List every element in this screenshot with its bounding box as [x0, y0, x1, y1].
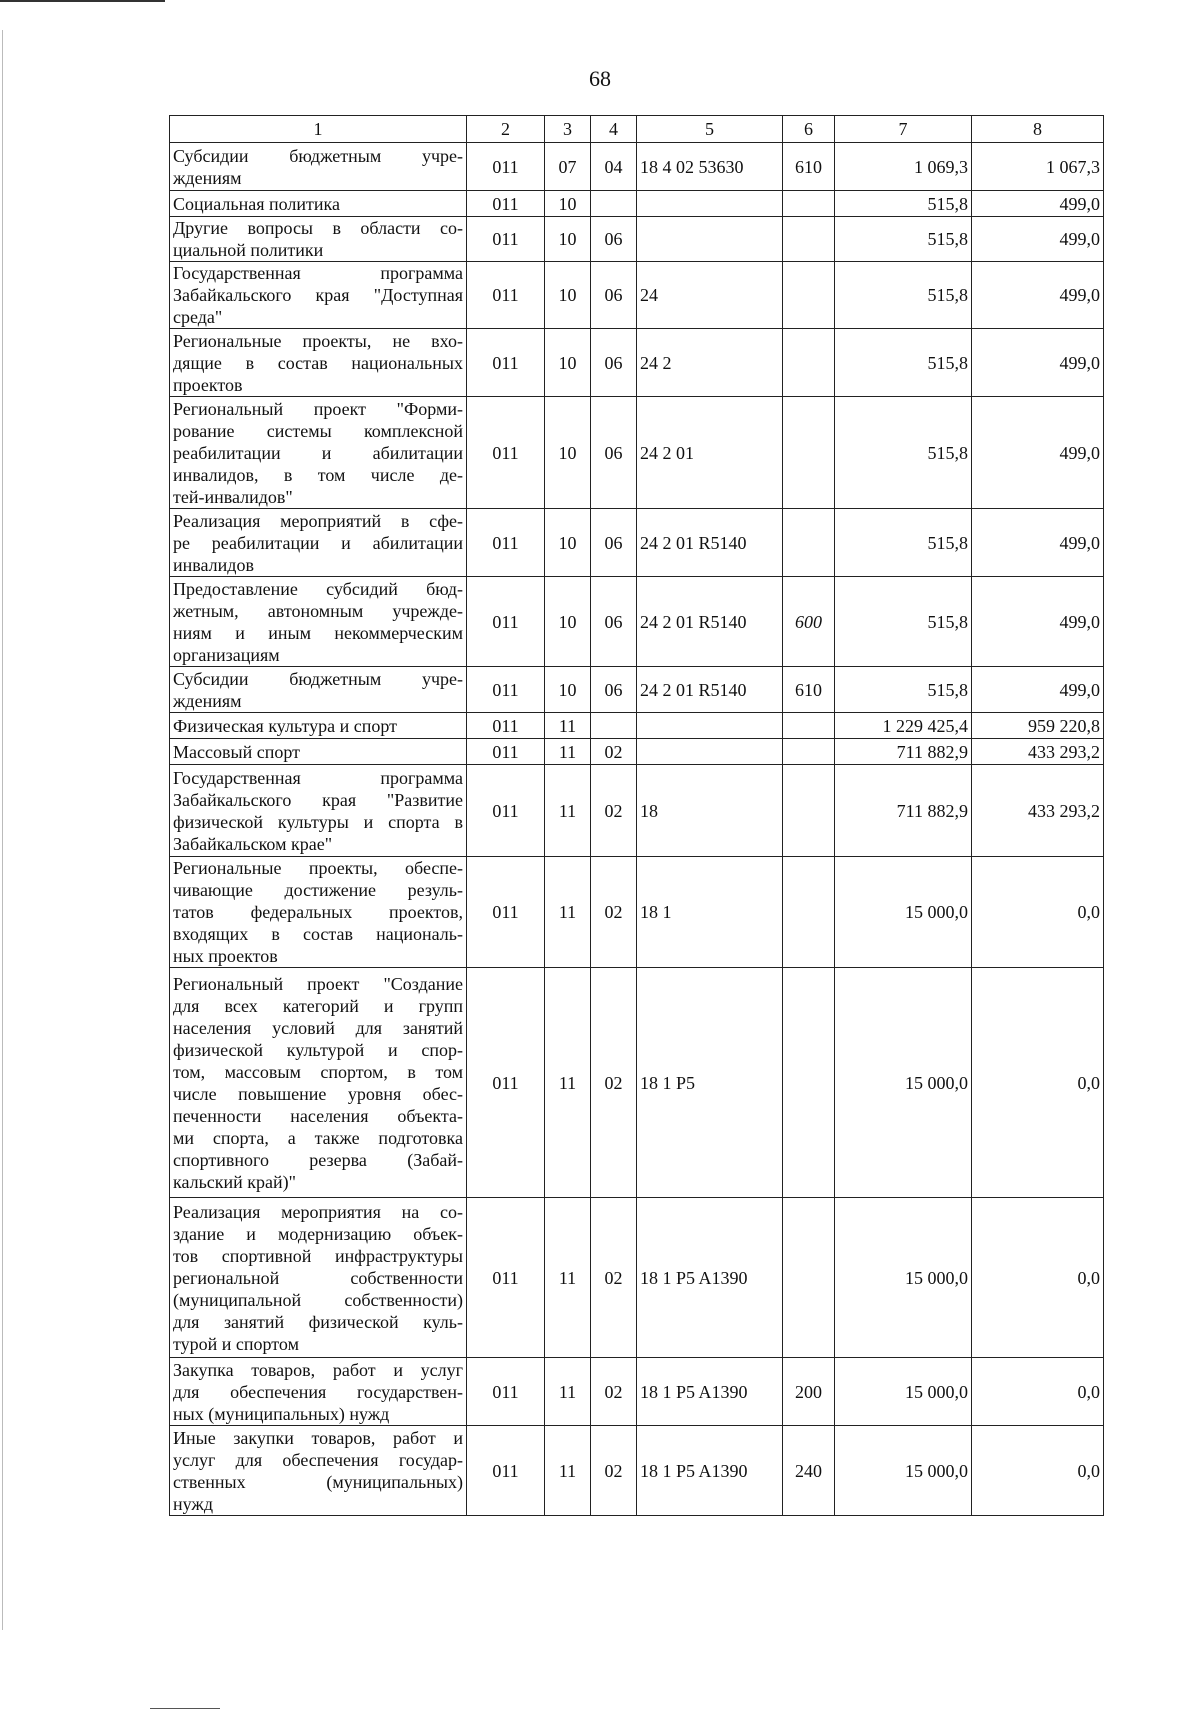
row-expense-type	[783, 968, 835, 1198]
row-amount-col7: 711 882,9	[835, 739, 972, 765]
row-amount-col8: 499,0	[972, 262, 1104, 329]
row-section: 11	[545, 765, 591, 857]
row-amount-col8: 499,0	[972, 397, 1104, 509]
row-amount-col8: 0,0	[972, 857, 1104, 968]
bottom-edge-rule	[150, 1708, 220, 1709]
row-target-article: 18 1	[637, 857, 783, 968]
header-col-2: 2	[467, 116, 545, 143]
row-amount-col8: 499,0	[972, 667, 1104, 713]
row-amount-col7: 515,8	[835, 397, 972, 509]
row-subsection: 06	[591, 262, 637, 329]
row-amount-col7: 515,8	[835, 577, 972, 667]
row-ministry-code: 011	[467, 577, 545, 667]
header-col-8: 8	[972, 116, 1104, 143]
row-amount-col8: 1 067,3	[972, 143, 1104, 191]
row-subsection: 06	[591, 667, 637, 713]
row-expense-type	[783, 857, 835, 968]
row-amount-col8: 0,0	[972, 1358, 1104, 1426]
row-amount-col8: 499,0	[972, 509, 1104, 577]
row-section: 11	[545, 1358, 591, 1426]
row-subsection: 06	[591, 509, 637, 577]
row-section: 11	[545, 968, 591, 1198]
budget-table	[169, 115, 1104, 1516]
row-amount-col8: 433 293,2	[972, 739, 1104, 765]
row-subsection: 04	[591, 143, 637, 191]
row-section: 10	[545, 667, 591, 713]
table-row	[170, 667, 1104, 713]
top-edge-rule	[0, 0, 165, 2]
row-section: 11	[545, 1198, 591, 1358]
row-target-article	[637, 713, 783, 739]
row-name: Региональные проекты, обеспе- чивающие достижение резуль- татов федеральных проектов, входящих в состав националь- ных проектов	[170, 857, 467, 968]
row-amount-col8: 499,0	[972, 191, 1104, 217]
row-target-article: 24 2 01 R5140	[637, 509, 783, 577]
row-subsection: 02	[591, 739, 637, 765]
row-target-article: 24	[637, 262, 783, 329]
row-name: Социальная политика	[170, 191, 467, 217]
row-amount-col8: 499,0	[972, 577, 1104, 667]
row-amount-col8: 0,0	[972, 968, 1104, 1198]
row-subsection: 02	[591, 765, 637, 857]
header-col-7: 7	[835, 116, 972, 143]
row-expense-type	[783, 1198, 835, 1358]
row-expense-type: 200	[783, 1358, 835, 1426]
table-row	[170, 713, 1104, 739]
table-body	[170, 116, 1104, 1516]
row-amount-col7: 15 000,0	[835, 1198, 972, 1358]
header-row	[170, 116, 1104, 143]
row-target-article: 24 2	[637, 329, 783, 397]
row-subsection: 06	[591, 577, 637, 667]
header-col-3: 3	[545, 116, 591, 143]
row-expense-type: 240	[783, 1426, 835, 1516]
row-name: Иные закупки товаров, работ и услуг для обеспечения государ- ственных (муниципальных) нужд	[170, 1426, 467, 1516]
row-amount-col8: 0,0	[972, 1426, 1104, 1516]
row-expense-type	[783, 509, 835, 577]
row-target-article: 18 1 P5 A1390	[637, 1426, 783, 1516]
row-amount-col8: 499,0	[972, 217, 1104, 262]
row-amount-col8: 959 220,8	[972, 713, 1104, 739]
row-expense-type	[783, 191, 835, 217]
row-expense-type	[783, 397, 835, 509]
row-target-article	[637, 739, 783, 765]
row-expense-type: 600	[783, 577, 835, 667]
table-row	[170, 143, 1104, 191]
row-name: Региональный проект "Форми- рование системы комплексной реабилитации и абилитации инвалидов, в том числе де- тей-инвалидов"	[170, 397, 467, 509]
row-target-article	[637, 217, 783, 262]
row-amount-col7: 515,8	[835, 262, 972, 329]
row-target-article: 18 1 P5 A1390	[637, 1358, 783, 1426]
row-amount-col7: 711 882,9	[835, 765, 972, 857]
row-name: Субсидии бюджетным учре- ждениям	[170, 667, 467, 713]
row-ministry-code: 011	[467, 739, 545, 765]
row-subsection: 02	[591, 857, 637, 968]
row-section: 10	[545, 509, 591, 577]
row-name: Предоставление субсидий бюд- жетным, автономным учрежде- ниям и иным некоммерческим организациям	[170, 577, 467, 667]
table-row	[170, 262, 1104, 329]
header-col-6: 6	[783, 116, 835, 143]
table-row	[170, 1426, 1104, 1516]
row-subsection: 02	[591, 968, 637, 1198]
table-row	[170, 329, 1104, 397]
row-ministry-code: 011	[467, 713, 545, 739]
row-ministry-code: 011	[467, 1358, 545, 1426]
row-ministry-code: 011	[467, 1426, 545, 1516]
table-row	[170, 191, 1104, 217]
row-target-article: 18 1 P5 A1390	[637, 1198, 783, 1358]
row-name: Региональный проект "Создание для всех категорий и групп населения условий для занятий физической культурой и спор- том, массовым спортом, в том числе повышение уровня обес- печенности населения объекта- ми спорта, а также подготовка спортивного резерва (Забай- кальский край)"	[170, 968, 467, 1198]
row-ministry-code: 011	[467, 143, 545, 191]
row-section: 11	[545, 1426, 591, 1516]
row-amount-col8: 0,0	[972, 1198, 1104, 1358]
page-number: 68	[589, 66, 611, 91]
row-amount-col7: 1 229 425,4	[835, 713, 972, 739]
row-section: 11	[545, 857, 591, 968]
row-amount-col7: 515,8	[835, 509, 972, 577]
row-subsection	[591, 191, 637, 217]
row-name: Государственная программа Забайкальского края "Доступная среда"	[170, 262, 467, 329]
row-amount-col8: 499,0	[972, 329, 1104, 397]
row-amount-col7: 515,8	[835, 191, 972, 217]
row-expense-type: 610	[783, 143, 835, 191]
row-section: 11	[545, 713, 591, 739]
table-row	[170, 857, 1104, 968]
row-subsection	[591, 713, 637, 739]
table-row	[170, 217, 1104, 262]
row-subsection: 06	[591, 217, 637, 262]
table-row	[170, 765, 1104, 857]
row-name: Массовый спорт	[170, 739, 467, 765]
row-subsection: 06	[591, 397, 637, 509]
row-expense-type	[783, 739, 835, 765]
row-amount-col7: 15 000,0	[835, 968, 972, 1198]
table-row	[170, 739, 1104, 765]
row-target-article: 18	[637, 765, 783, 857]
row-expense-type	[783, 217, 835, 262]
row-ministry-code: 011	[467, 968, 545, 1198]
row-ministry-code: 011	[467, 1198, 545, 1358]
table-row	[170, 1198, 1104, 1358]
row-target-article: 24 2 01	[637, 397, 783, 509]
row-expense-type	[783, 329, 835, 397]
row-name: Региональные проекты, не вхо- дящие в состав национальных проектов	[170, 329, 467, 397]
row-name: Другие вопросы в области со- циальной политики	[170, 217, 467, 262]
table-row	[170, 577, 1104, 667]
table-row	[170, 1358, 1104, 1426]
row-section: 10	[545, 577, 591, 667]
row-ministry-code: 011	[467, 765, 545, 857]
row-ministry-code: 011	[467, 509, 545, 577]
row-ministry-code: 011	[467, 397, 545, 509]
row-ministry-code: 011	[467, 217, 545, 262]
row-amount-col7: 515,8	[835, 329, 972, 397]
row-name: Физическая культура и спорт	[170, 713, 467, 739]
row-section: 11	[545, 739, 591, 765]
row-amount-col7: 515,8	[835, 667, 972, 713]
header-col-5: 5	[637, 116, 783, 143]
row-name: Реализация мероприятия на со- здание и модернизацию объек- тов спортивной инфраструктуры региональной собственности (муниципальной собственности) для занятий физической куль- турой и спортом	[170, 1198, 467, 1358]
row-subsection: 06	[591, 329, 637, 397]
row-amount-col7: 515,8	[835, 217, 972, 262]
row-amount-col7: 1 069,3	[835, 143, 972, 191]
row-target-article	[637, 191, 783, 217]
row-amount-col7: 15 000,0	[835, 1426, 972, 1516]
row-ministry-code: 011	[467, 191, 545, 217]
row-amount-col7: 15 000,0	[835, 1358, 972, 1426]
row-expense-type	[783, 765, 835, 857]
table-row	[170, 509, 1104, 577]
row-section: 10	[545, 217, 591, 262]
row-subsection: 02	[591, 1358, 637, 1426]
header-col-1: 1	[170, 116, 467, 143]
row-target-article: 24 2 01 R5140	[637, 577, 783, 667]
row-amount-col8: 433 293,2	[972, 765, 1104, 857]
row-expense-type: 610	[783, 667, 835, 713]
row-ministry-code: 011	[467, 667, 545, 713]
row-section: 10	[545, 262, 591, 329]
row-ministry-code: 011	[467, 857, 545, 968]
row-name: Субсидии бюджетным учре- ждениям	[170, 143, 467, 191]
row-target-article: 18 4 02 53630	[637, 143, 783, 191]
row-target-article: 18 1 P5	[637, 968, 783, 1198]
header-col-4: 4	[591, 116, 637, 143]
row-section: 10	[545, 191, 591, 217]
row-subsection: 02	[591, 1426, 637, 1516]
row-section: 10	[545, 397, 591, 509]
table-row	[170, 968, 1104, 1198]
row-ministry-code: 011	[467, 329, 545, 397]
row-section: 07	[545, 143, 591, 191]
row-name: Реализация мероприятий в сфе- ре реабилитации и абилитации инвалидов	[170, 509, 467, 577]
row-section: 10	[545, 329, 591, 397]
row-expense-type	[783, 713, 835, 739]
row-name: Закупка товаров, работ и услуг для обеспечения государствен- ных (муниципальных) нужд	[170, 1358, 467, 1426]
row-ministry-code: 011	[467, 262, 545, 329]
table-row	[170, 397, 1104, 509]
row-target-article: 24 2 01 R5140	[637, 667, 783, 713]
row-subsection: 02	[591, 1198, 637, 1358]
row-name: Государственная программа Забайкальского края "Развитие физической культуры и спорта в Забайкальском крае"	[170, 765, 467, 857]
row-expense-type	[783, 262, 835, 329]
left-edge-rule	[2, 30, 3, 1630]
row-amount-col7: 15 000,0	[835, 857, 972, 968]
